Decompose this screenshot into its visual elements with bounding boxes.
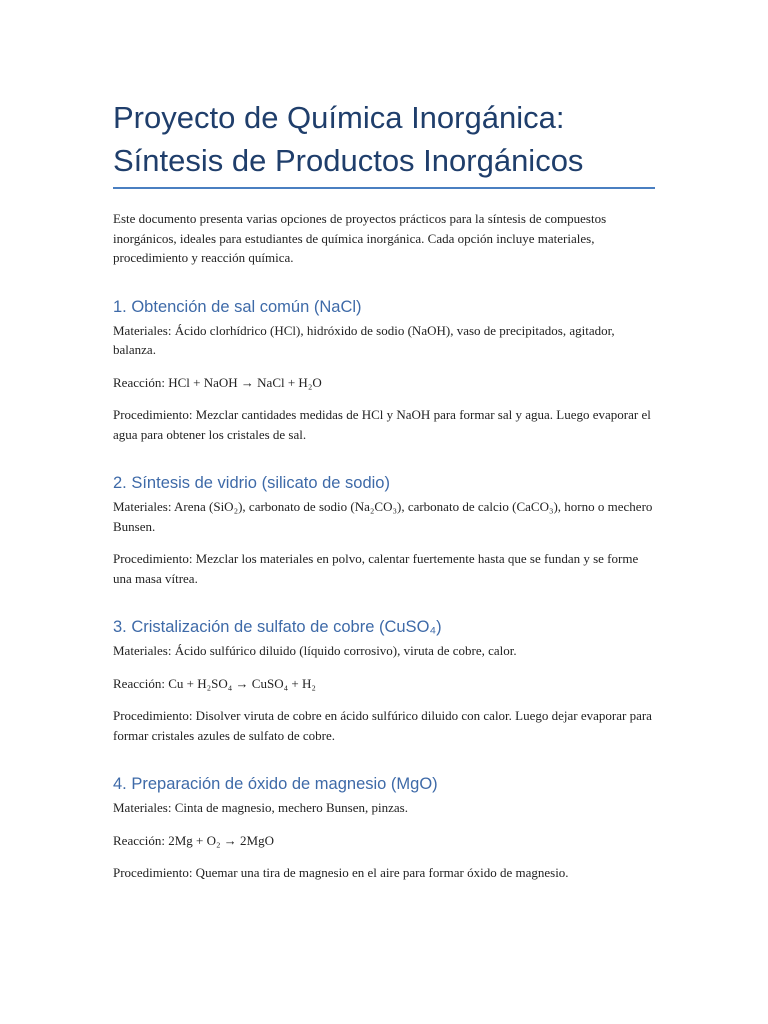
document-title-line-1: Proyecto de Química Inorgánica: <box>113 100 565 135</box>
section-1 <box>113 296 658 445</box>
section-heading: 2. Síntesis de vidrio (silicato de sodio) <box>113 474 390 492</box>
materials-paragraph: Materiales: Cinta de magnesio, mechero Bunsen, pinzas. <box>113 800 408 815</box>
materials-paragraph: Materiales: Arena (SiO₂), carbonato de sodio (Na₂CO₃), carbonato de calcio (CaCO₃), horno o mechero Bunsen. <box>113 499 653 534</box>
procedure-paragraph: Procedimiento: Disolver viruta de cobre en ácido sulfúrico diluido con calor. Luego dejar evaporar para formar cristales azules de sulfato de cobre. <box>113 708 652 743</box>
section-heading: 3. Cristalización de sulfato de cobre (CuSO₄) <box>113 618 442 636</box>
reaction-paragraph: Reacción: HCl + NaOH → NaCl + H₂O <box>113 374 322 390</box>
materials-paragraph: Materiales: Ácido clorhídrico (HCl), hidróxido de sodio (NaOH), vaso de precipitados, agitador, balanza. <box>113 322 615 357</box>
document-page <box>113 96 658 883</box>
procedure-paragraph: Procedimiento: Mezclar cantidades medidas de HCl y NaOH para formar sal y agua. Luego evaporar el agua para obtener los cristales de sal. <box>113 407 651 442</box>
procedure-paragraph: Procedimiento: Mezclar los materiales en polvo, calentar fuertemente hasta que se fundan y se forme una masa vítrea. <box>113 551 639 586</box>
procedure-paragraph: Procedimiento: Quemar una tira de magnesio en el aire para formar óxido de magnesio. <box>113 865 569 880</box>
document-title <box>113 96 655 189</box>
section-3 <box>113 616 658 745</box>
section-heading: 4. Preparación de óxido de magnesio (MgO) <box>113 775 438 793</box>
materials-paragraph: Materiales: Ácido sulfúrico diluido (líquido corrosivo), viruta de cobre, calor. <box>113 643 517 658</box>
reaction-paragraph: Reacción: Cu + H₂SO₄ → CuSO₄ + H₂ <box>113 675 316 691</box>
document-title-line-2: Síntesis de Productos Inorgánicos <box>113 143 584 178</box>
intro-paragraph: Este documento presenta varias opciones de proyectos prácticos para la síntesis de compuestos inorgánicos, ideales para estudiantes de química inorgánica. Cada opción incluye materiales, procedimiento y reacción química. <box>113 211 607 265</box>
section-heading: 1. Obtención de sal común (NaCl) <box>113 297 362 316</box>
section-4 <box>113 773 658 883</box>
section-2 <box>113 472 658 588</box>
reaction-paragraph: Reacción: 2Mg + O₂ → 2MgO <box>113 832 274 848</box>
